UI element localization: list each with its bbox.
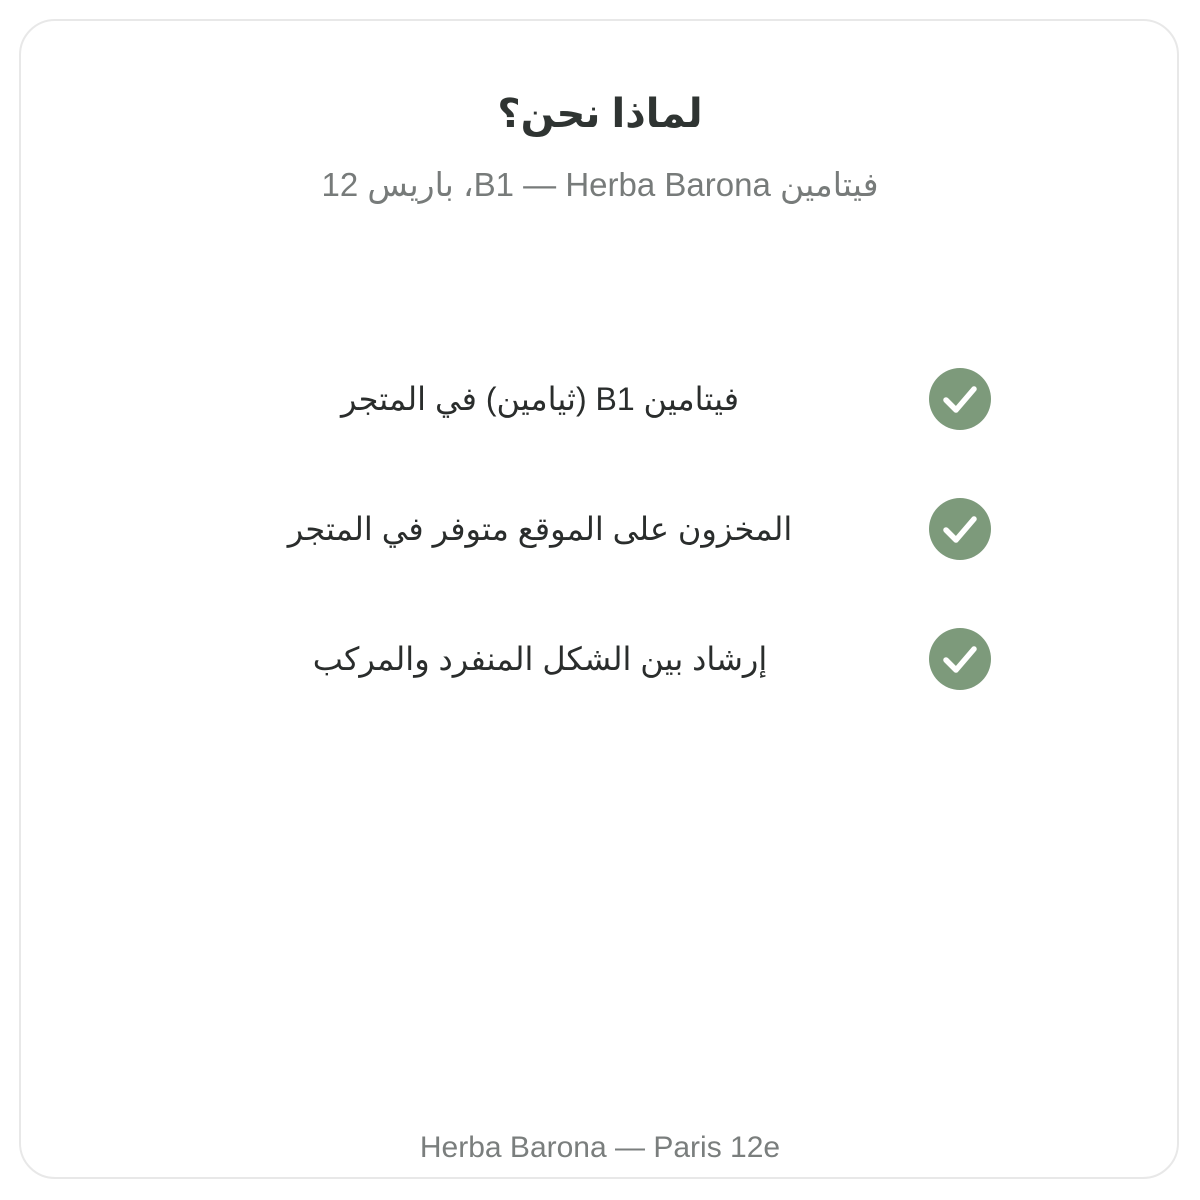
feature-label: المخزون على الموقع متوفر في المتجر xyxy=(287,511,793,547)
feature-item xyxy=(0,497,1200,561)
check-circle-icon xyxy=(929,628,991,690)
check-circle-icon xyxy=(929,368,991,430)
footer-text: Herba Barona — Paris 12e xyxy=(419,1131,781,1164)
page-subtitle: فيتامين B1 — Herba Barona، باريس 12 xyxy=(321,166,879,203)
page-title: لماذا نحن؟ xyxy=(497,92,703,136)
feature-label: فيتامين B1 (ثيامين) في المتجر xyxy=(340,381,740,417)
feature-item xyxy=(0,367,1200,431)
feature-label: إرشاد بين الشكل المنفرد والمركب xyxy=(312,641,768,677)
feature-item xyxy=(0,627,1200,691)
check-circle-icon xyxy=(929,498,991,560)
